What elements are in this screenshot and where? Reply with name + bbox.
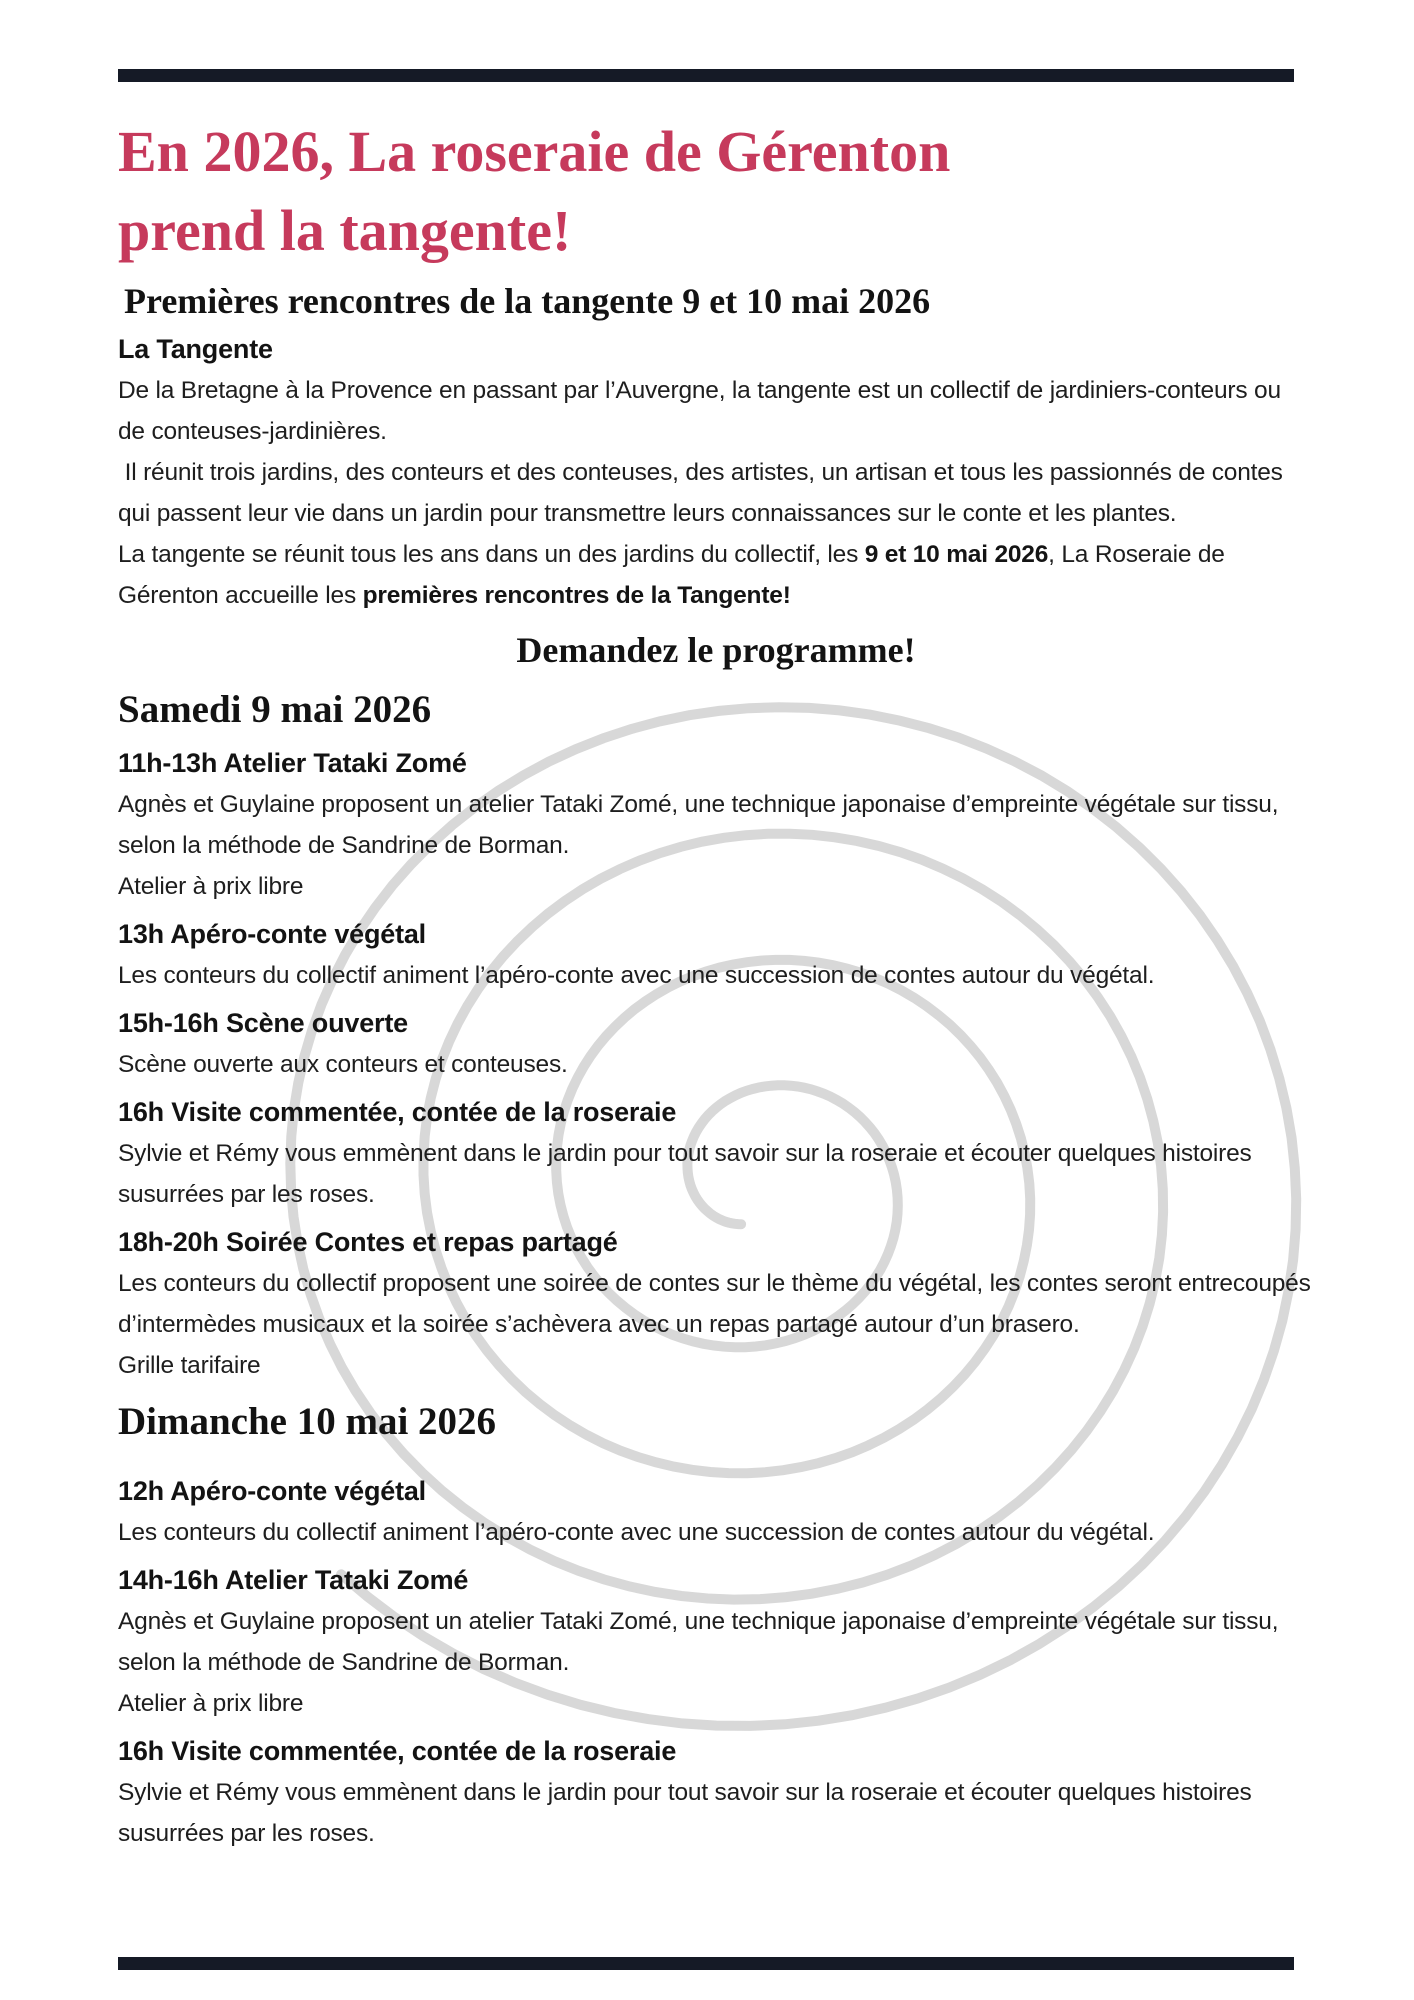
- event-title: 12h Apéro-conte végétal: [118, 1476, 426, 1506]
- intro-p3-mid: , La Roseraie de Gérenton accueille les: [118, 541, 1225, 609]
- top-rule: [118, 69, 1294, 82]
- intro-heading: La Tangente: [118, 334, 273, 364]
- event-title: 18h-20h Soirée Contes et repas partagé: [118, 1227, 618, 1257]
- event-description: Les conteurs du collectif animent l’apéro-conte avec une succession de contes autour du végétal.: [118, 1519, 1155, 1546]
- intro-p3-dates: 9 et 10 mai 2026: [864, 541, 1049, 568]
- event-description: Scène ouverte aux conteurs et conteuses.: [118, 1051, 568, 1078]
- event-description: Agnès et Guylaine proposent un atelier Tataki Zomé, une technique japonaise d’empreinte végétale sur tissu, selon la méthode de Sandrine de Borman.: [118, 791, 1279, 859]
- page-title-line1: En 2026, La roseraie de Gérenton: [118, 119, 951, 184]
- event-note: Grille tarifaire: [118, 1352, 261, 1379]
- event-title: 15h-16h Scène ouverte: [118, 1008, 408, 1038]
- event-title: 11h-13h Atelier Tataki Zomé: [118, 748, 467, 778]
- intro-paragraph-3: [118, 534, 1314, 616]
- event-description: Sylvie et Rémy vous emmènent dans le jardin pour tout savoir sur la roseraie et écouter quelques histoires susurrées par les roses.: [118, 1779, 1252, 1847]
- event-title: 16h Visite commentée, contée de la roseraie: [118, 1736, 677, 1766]
- intro-paragraph-1: De la Bretagne à la Provence en passant par l’Auvergne, la tangente est un collectif de jardiniers-conteurs ou de conteuses-jardinières.: [118, 377, 1281, 445]
- intro-p3-event-name: premières rencontres de la Tangente!: [362, 582, 791, 609]
- event-description: Sylvie et Rémy vous emmènent dans le jardin pour tout savoir sur la roseraie et écouter quelques histoires susurrées par les roses.: [118, 1140, 1252, 1208]
- event-description: Agnès et Guylaine proposent un atelier Tataki Zomé, une technique japonaise d’empreinte végétale sur tissu, selon la méthode de Sandrine de Borman.: [118, 1608, 1279, 1676]
- page-title-line2: prend la tangente!: [118, 198, 572, 263]
- day-heading-saturday: Samedi 9 mai 2026: [118, 688, 432, 731]
- intro-p3-pre: La tangente se réunit tous les ans dans un des jardins du collectif, les: [118, 541, 865, 568]
- day-heading-sunday: Dimanche 10 mai 2026: [118, 1400, 497, 1443]
- bottom-rule: [118, 1957, 1294, 1970]
- page-title: [118, 112, 1314, 270]
- subtitle: Premières rencontres de la tangente 9 et 10 mai 2026: [124, 281, 931, 321]
- event-note: Atelier à prix libre: [118, 1690, 304, 1717]
- flyer-content: [0, 69, 1414, 1854]
- intro-paragraph-2: Il réunit trois jardins, des conteurs et des conteuses, des artistes, un artisan et tous les passionnés de contes qui passent leur vie dans un jardin pour transmettre leurs connaissances sur le conte et les plantes.: [118, 459, 1283, 527]
- cta-heading: Demandez le programme!: [516, 630, 916, 670]
- event-title: 14h-16h Atelier Tataki Zomé: [118, 1565, 469, 1595]
- event-description: Les conteurs du collectif proposent une soirée de contes sur le thème du végétal, les contes seront entrecoupés d’intermèdes musicaux et la soirée s’achèvera avec un repas partagé autour d’un brasero.: [118, 1270, 1311, 1338]
- event-title: 13h Apéro-conte végétal: [118, 919, 426, 949]
- event-note: Atelier à prix libre: [118, 873, 304, 900]
- event-description: Les conteurs du collectif animent l’apéro-conte avec une succession de contes autour du végétal.: [118, 962, 1155, 989]
- event-title: 16h Visite commentée, contée de la roseraie: [118, 1097, 677, 1127]
